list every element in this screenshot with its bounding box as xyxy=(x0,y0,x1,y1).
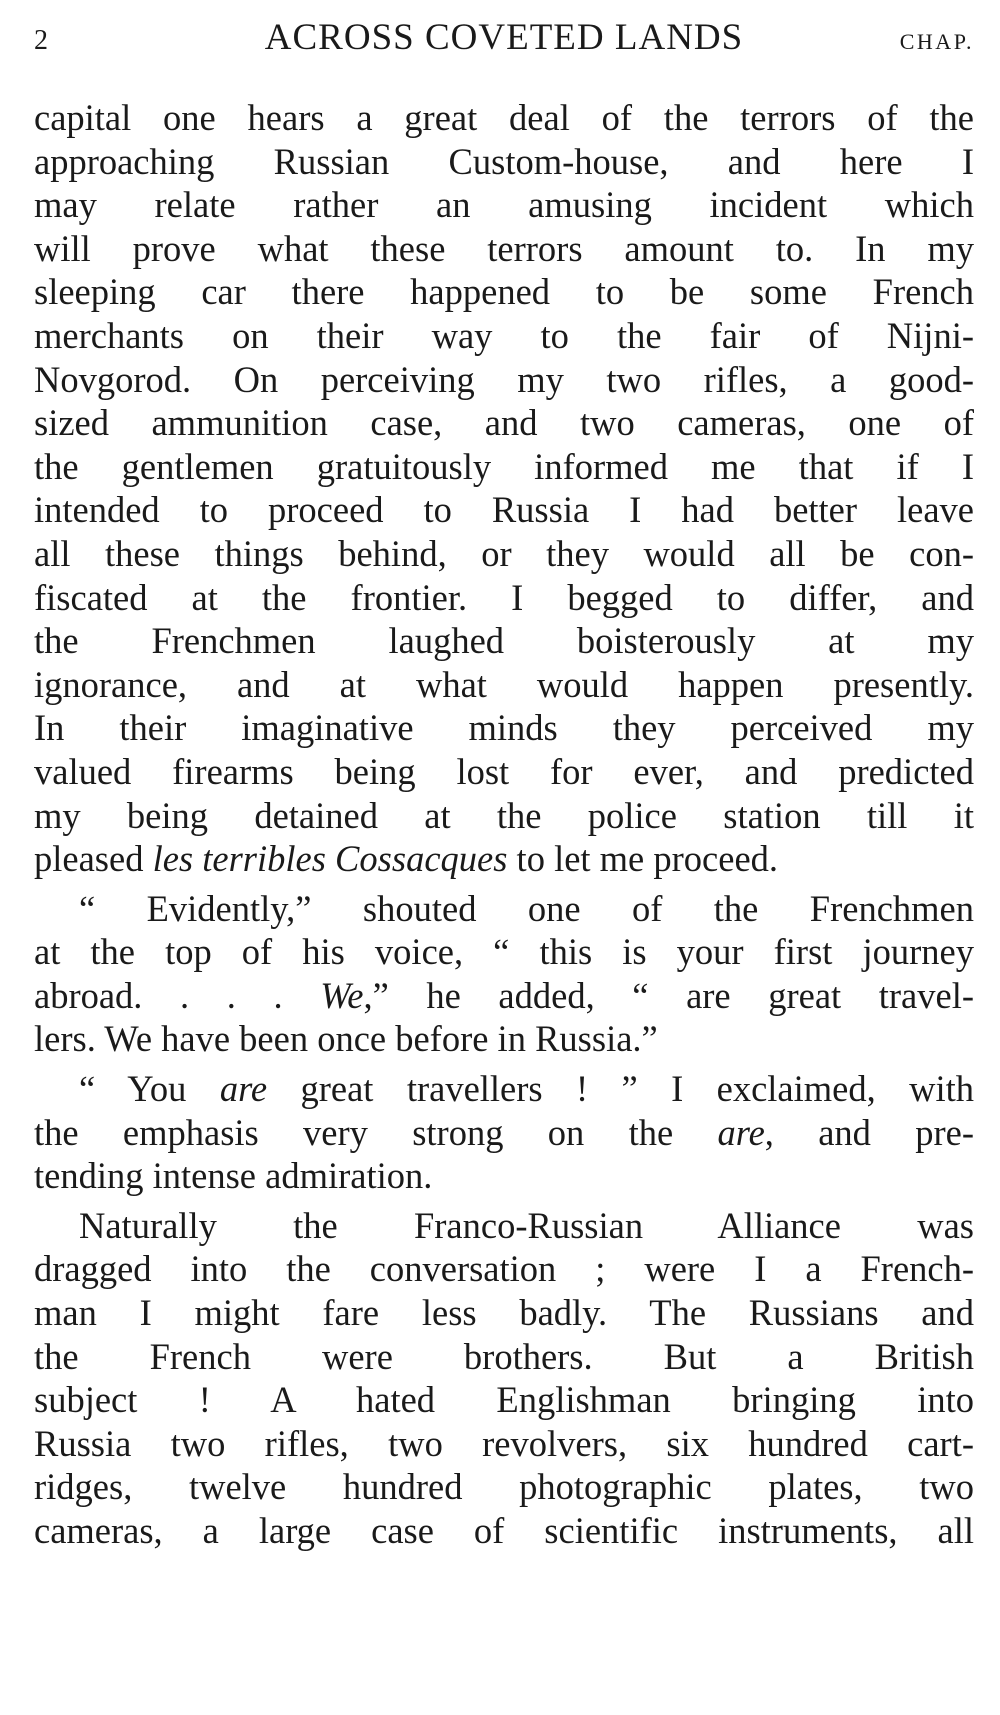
text-run: Russia two rifles, two revolvers, six hundred cart- xyxy=(34,1422,974,1464)
page-number: 2 xyxy=(34,25,48,56)
text-line xyxy=(34,140,974,184)
chapter-label: CHAP. xyxy=(899,29,974,54)
text-run: the gentlemen gratuitously informed me that if I xyxy=(34,445,974,487)
text-line xyxy=(34,619,974,663)
text-line xyxy=(34,1509,974,1553)
text-run: the French were brothers. But a British xyxy=(34,1335,974,1377)
text-run: the emphasis very strong on the xyxy=(34,1111,718,1153)
text-line xyxy=(34,401,974,445)
paragraph xyxy=(34,1067,974,1198)
text-run: , and pre- xyxy=(764,1111,974,1153)
text-line xyxy=(34,532,974,576)
text-run: fiscated at the frontier. I begged to differ, and xyxy=(34,576,974,618)
text-line xyxy=(34,358,974,402)
text-line xyxy=(34,930,974,974)
text-run: “ You xyxy=(79,1068,220,1110)
italic-text: are xyxy=(219,1068,268,1110)
text-line xyxy=(34,663,974,707)
text-run: cameras, a large case of scientific instruments, all xyxy=(34,1510,974,1551)
paragraph xyxy=(34,96,974,881)
body-text xyxy=(34,96,974,1553)
italic-text: are xyxy=(717,1111,765,1153)
text-line xyxy=(34,750,974,794)
text-run: intended to proceed to Russia I had better leave xyxy=(34,489,974,531)
text-run: In their imaginative minds they perceived my xyxy=(34,707,974,749)
text-run: subject ! A hated Englishman bringing into xyxy=(34,1379,974,1421)
text-line xyxy=(34,706,974,750)
text-line xyxy=(34,794,974,838)
text-line xyxy=(34,1378,974,1422)
text-run: my being detained at the police station till it xyxy=(34,794,974,836)
text-run: all these things behind, or they would all be con- xyxy=(34,532,974,574)
text-run: Novgorod. On perceiving my two rifles, a good- xyxy=(34,358,974,400)
text-run: to let me proceed. xyxy=(507,838,779,880)
text-run: merchants on their way to the fair of Nijni- xyxy=(34,314,974,356)
text-run: lers. We have been once before in Russia.” xyxy=(34,1018,658,1060)
text-line xyxy=(34,974,974,1018)
text-line xyxy=(34,96,974,140)
text-run: dragged into the conversation ; were I a French- xyxy=(34,1248,974,1290)
text-line xyxy=(34,837,974,881)
paragraph xyxy=(34,887,974,1061)
text-run: ridges, twelve hundred photographic plates, two xyxy=(34,1466,974,1508)
text-line xyxy=(34,1111,974,1155)
text-line xyxy=(34,1335,974,1379)
text-run: capital one hears a great deal of the terrors of the xyxy=(34,97,974,138)
text-line xyxy=(34,270,974,314)
text-run: man I might fare less badly. The Russians and xyxy=(34,1292,974,1334)
text-line xyxy=(34,183,974,227)
text-run: great travellers ! ” I exclaimed, with xyxy=(267,1068,974,1110)
italic-text: We xyxy=(320,974,364,1016)
text-run: tending intense admiration. xyxy=(34,1155,433,1197)
text-run: sleeping car there happened to be some French xyxy=(34,271,974,313)
paragraph xyxy=(34,1204,974,1553)
text-line xyxy=(34,488,974,532)
text-line xyxy=(34,1291,974,1335)
text-line xyxy=(34,1017,974,1061)
text-run: abroad. . . . xyxy=(34,974,321,1016)
text-run: sized ammunition case, and two cameras, one of xyxy=(34,402,974,444)
text-line xyxy=(34,1422,974,1466)
text-line xyxy=(34,445,974,489)
text-run: will prove what these terrors amount to. In my xyxy=(34,227,974,269)
text-run: pleased xyxy=(34,838,153,880)
text-line xyxy=(34,887,974,931)
text-run: “ Evidently,” shouted one of the Frenchmen xyxy=(79,887,974,929)
text-line xyxy=(34,1067,974,1111)
text-line xyxy=(34,576,974,620)
text-run: approaching Russian Custom-house, and here I xyxy=(34,140,974,182)
text-line xyxy=(34,314,974,358)
text-run: ,” he added, “ are great travel- xyxy=(363,974,974,1016)
text-line xyxy=(34,1204,974,1248)
text-run: may relate rather an amusing incident which xyxy=(34,184,974,226)
text-run: ignorance, and at what would happen presently. xyxy=(34,663,974,705)
running-head xyxy=(34,14,974,64)
text-line xyxy=(34,1247,974,1291)
text-run: valued firearms being lost for ever, and predicted xyxy=(34,750,974,792)
text-line xyxy=(34,227,974,271)
running-title: ACROSS COVETED LANDS xyxy=(264,17,744,58)
italic-text: les terribles Cossacques xyxy=(152,838,508,880)
text-run: the Frenchmen laughed boisterously at my xyxy=(34,620,974,662)
text-line xyxy=(34,1154,974,1198)
text-line xyxy=(34,1465,974,1509)
text-run: Naturally the Franco-Russian Alliance was xyxy=(79,1204,974,1246)
text-run: at the top of his voice, “ this is your first journey xyxy=(34,931,974,973)
